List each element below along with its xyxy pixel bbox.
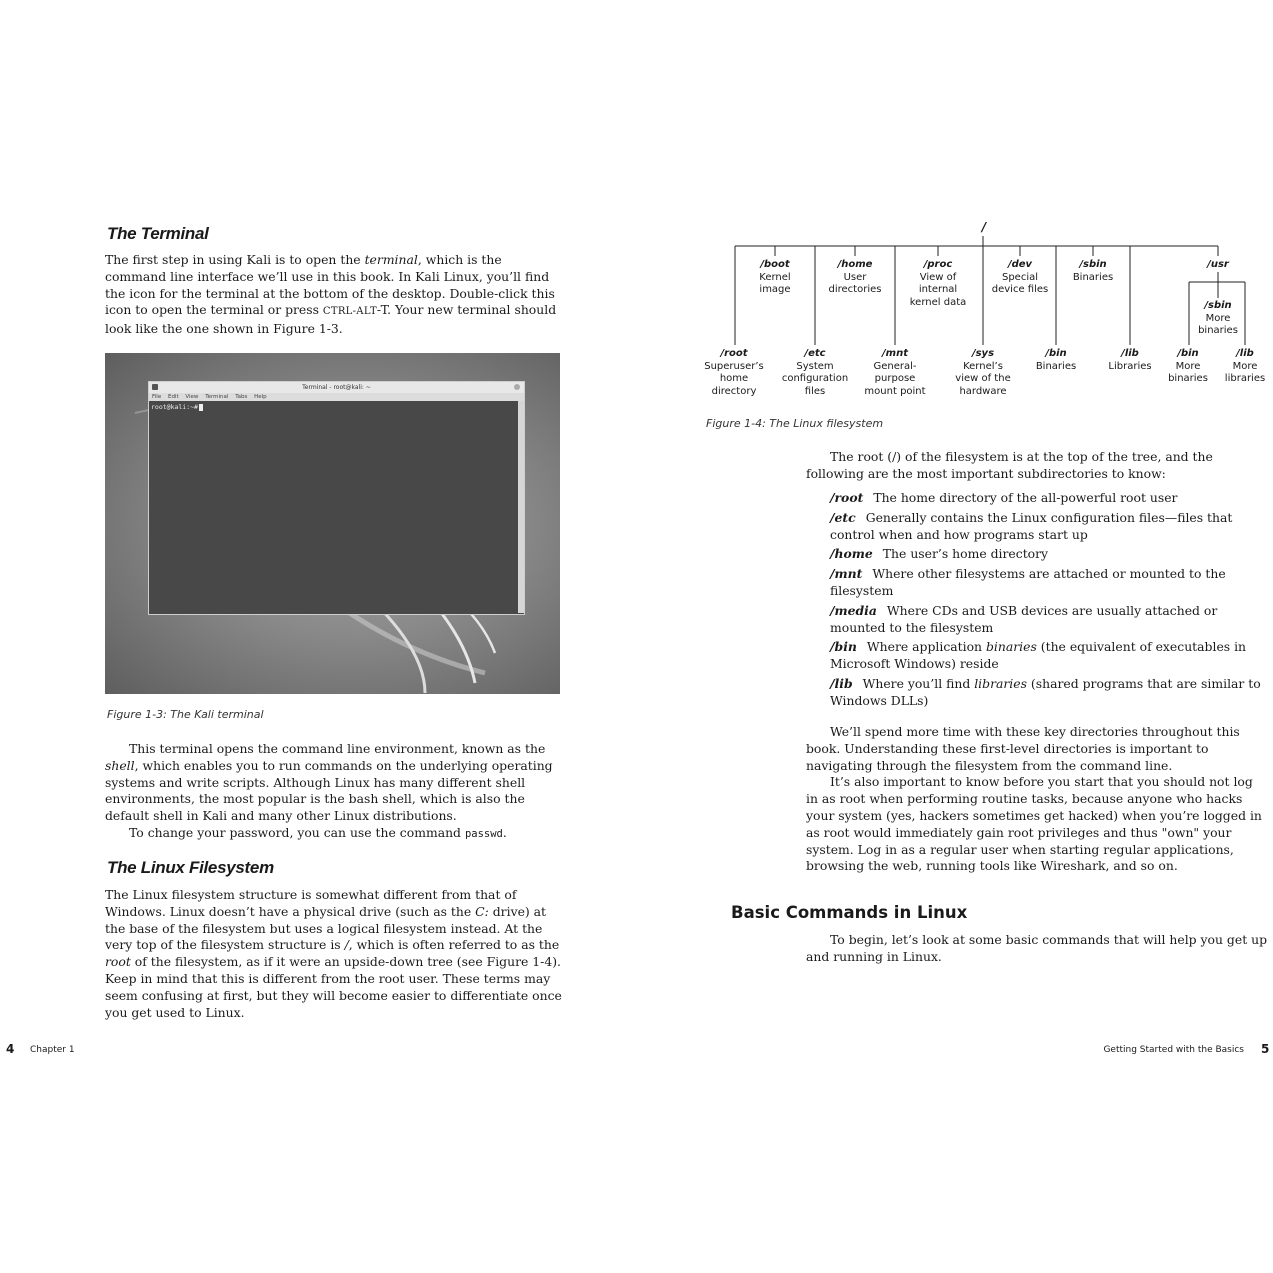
tree-node-desc: Binaries xyxy=(1035,360,1077,372)
text-run: Where you’ll find xyxy=(862,675,975,691)
text-run: . xyxy=(502,824,507,840)
tree-node-proc xyxy=(910,259,967,309)
definition-desc: The user’s home directory xyxy=(882,546,1049,562)
tree-node-boot xyxy=(759,259,790,297)
definition-desc: Generally contains the Linux configuration files—files that control when and how programs start up xyxy=(830,509,1233,542)
figure-1-4-caption: Figure 1-4: The Linux filesystem xyxy=(706,417,884,430)
tree-node-desc: View of xyxy=(919,271,957,283)
emphasis-text: terminal xyxy=(364,252,418,267)
definition-mnt xyxy=(830,566,1266,600)
tree-node-desc: directory xyxy=(711,385,757,397)
tree-node-etc xyxy=(782,348,848,398)
terminal-title: Terminal - root@kali: ~ xyxy=(302,384,371,391)
tree-node-desc: General- xyxy=(873,360,917,372)
section-heading-terminal: The Terminal xyxy=(107,224,209,243)
tree-node-desc: Superuser’s xyxy=(704,360,764,372)
menu-file[interactable]: File xyxy=(152,394,162,400)
tree-node-desc: view of the xyxy=(955,373,1011,384)
tree-node-desc: home xyxy=(719,373,749,384)
tree-node-desc: Kernel’s xyxy=(963,360,1003,372)
emphasis-text: / xyxy=(344,937,349,953)
tree-node-desc: Special xyxy=(1001,271,1039,283)
tree-node-desc: directories xyxy=(828,284,882,295)
definition-term: /etc xyxy=(830,509,856,525)
page-number-left: 4 xyxy=(6,1042,15,1056)
definition-media xyxy=(830,603,1266,637)
menu-edit[interactable]: Edit xyxy=(167,394,179,400)
menu-help[interactable]: Help xyxy=(254,394,267,400)
keyboard-shortcut: CTRL-ALT xyxy=(322,306,377,318)
definition-term: /mnt xyxy=(830,566,863,582)
text-run: (the equivalent of executables in Microsoft Windows) reside xyxy=(830,639,1247,672)
tree-node-desc: More xyxy=(1175,360,1201,372)
tree-node-desc: System xyxy=(796,360,834,372)
tree-node-name: /lib xyxy=(1121,348,1139,359)
tree-node-root-dir xyxy=(704,348,764,398)
running-footer-right: Getting Started with the Basics xyxy=(1103,1045,1244,1055)
definition-desc: Where CDs and USB devices are usually attached or mounted to the filesystem xyxy=(830,602,1218,635)
text-run: , which is often referred to as the xyxy=(348,937,560,953)
tree-node-name: /dev xyxy=(1007,259,1033,270)
text-run: The first step in using Kali is to open the xyxy=(105,252,365,267)
tree-node-name: / xyxy=(981,220,987,234)
tree-node-name: /home xyxy=(837,259,873,270)
tree-node-bin xyxy=(1036,348,1076,373)
paragraph-key-directories xyxy=(806,724,1268,875)
tree-node-desc: Kernel xyxy=(759,271,791,283)
text-run: Where application xyxy=(866,639,986,655)
paragraph-text: We’ll spend more time with these key directories throughout this book. Understanding these first-level directories is important to navigating through the filesystem from the command line. xyxy=(806,724,1240,773)
running-footer-left: Chapter 1 xyxy=(30,1045,75,1055)
tree-node-lib xyxy=(1108,348,1151,373)
text-run: drive) at the base of the filesystem but uses a logical filesystem instead. At the very top of the filesystem structure is xyxy=(105,903,547,953)
emphasis-text: root xyxy=(105,954,131,970)
text-run: (shared programs that are similar to Windows DLLs) xyxy=(830,675,1261,708)
section-heading-filesystem: The Linux Filesystem xyxy=(107,858,274,877)
tree-node-desc: More xyxy=(1232,360,1258,372)
definition-term: /bin xyxy=(830,639,857,655)
definition-desc xyxy=(830,676,1261,708)
figure-1-3-caption: Figure 1-3: The Kali terminal xyxy=(107,708,264,721)
tree-node-name: /bin xyxy=(1045,348,1067,359)
text-run: To change your password, you can use the command xyxy=(129,824,465,840)
definition-lib xyxy=(830,676,1266,710)
tree-node-desc: binaries xyxy=(1168,373,1208,384)
tree-node-sys xyxy=(955,348,1010,398)
definition-desc xyxy=(830,639,1246,671)
tree-node-name: /proc xyxy=(923,259,953,270)
definition-term: /lib xyxy=(830,675,853,691)
tree-node-usr-bin xyxy=(1168,348,1208,386)
tree-node-desc: binaries xyxy=(1198,325,1238,336)
tree-node-name: /etc xyxy=(804,348,826,359)
paragraph-filesystem-intro xyxy=(806,449,1268,483)
tree-node-name: /sys xyxy=(971,348,995,359)
paragraph-basic-commands xyxy=(806,932,1268,966)
tree-node-desc: kernel data xyxy=(909,296,967,308)
tree-node-name: /boot xyxy=(760,259,790,270)
text-run: of the filesystem, as if it were an upside-down tree (see Figure 1-4). Keep in mind that this is different from the root user. These terms may seem confusing at first, but they will become easier to differentiate once you get used to Linux. xyxy=(105,954,562,1020)
tree-node-name: /sbin xyxy=(1204,300,1232,311)
emphasis-text: libraries xyxy=(974,675,1027,691)
definition-root xyxy=(830,490,1266,507)
definition-term: /root xyxy=(830,490,864,505)
tree-node-desc: More xyxy=(1205,312,1231,324)
tree-node-sbin xyxy=(1073,259,1113,284)
definition-bin xyxy=(830,639,1266,673)
tree-node-name: /usr xyxy=(1207,259,1229,270)
tree-node-name: /sbin xyxy=(1079,259,1107,270)
tree-node-usr xyxy=(1207,259,1229,272)
emphasis-text: shell xyxy=(105,757,135,773)
menu-view[interactable]: View xyxy=(185,394,199,400)
page-number-right: 5 xyxy=(1261,1042,1270,1056)
definition-term: /home xyxy=(830,546,873,562)
tree-node-usr-sbin xyxy=(1198,300,1238,338)
tree-node-desc: configuration xyxy=(781,373,849,384)
tree-node-dev xyxy=(992,259,1048,297)
tree-node-name: /bin xyxy=(1177,348,1199,359)
tree-node-desc: libraries xyxy=(1224,373,1266,384)
tree-node-desc: Binaries xyxy=(1072,271,1114,283)
text-run: This terminal opens the command line environment, known as the xyxy=(129,741,546,756)
definition-term: /media xyxy=(830,602,877,618)
definition-desc: Where other filesystems are attached or mounted to the filesystem xyxy=(830,566,1226,598)
tree-node-mnt xyxy=(864,348,925,398)
menu-tabs[interactable]: Tabs xyxy=(235,394,248,400)
tree-node-desc: device files xyxy=(991,284,1049,295)
tree-node-desc: hardware xyxy=(959,385,1007,397)
tree-node-root xyxy=(982,221,986,234)
paragraph-text: It’s also important to know before you start that you should not log in as root when performing routine tasks, because anyone who hacks your system (yes, hackers sometimes get hacked) when you’re logged in as root would immediately gain root privileges and thus "own" your system. Log in as a regular user when starting regular applications, browsing the web, running tools like Wireshark, and so on. xyxy=(806,774,1262,874)
menu-terminal[interactable]: Terminal xyxy=(205,394,229,400)
paragraph-text: The root (/) of the filesystem is at the top of the tree, and the following are the most important subdirectories to know: xyxy=(806,449,1213,481)
tree-node-home xyxy=(829,259,882,297)
tree-node-name: /mnt xyxy=(882,348,908,359)
text-run: -T. Your new terminal should look like the one shown in Figure 1-3. xyxy=(105,302,557,337)
tree-node-desc: files xyxy=(804,385,826,397)
tree-node-desc: purpose xyxy=(874,373,916,384)
tree-node-name: /root xyxy=(720,348,748,359)
definition-etc xyxy=(830,510,1266,544)
tree-node-desc: User xyxy=(843,271,867,283)
text-run: , which enables you to run commands on the underlying operating systems and write scripts. Although Linux has many different shell environments, the most popular is the bash shell, which is also the default shell in Kali and many other Linux distributions. xyxy=(105,757,553,824)
text-run: , which is the command line interface we’ll use in this book. In Kali Linux, you’ll find the icon for the terminal at the bottom of the desktop. Double-click this icon to open the terminal or press xyxy=(105,252,555,318)
tree-node-desc: Libraries xyxy=(1108,360,1152,372)
inline-code: passwd xyxy=(464,827,503,840)
definition-home xyxy=(830,546,1266,563)
tree-node-desc: mount point xyxy=(864,385,926,397)
terminal-prompt: root@kali:~# xyxy=(151,403,198,411)
definition-desc: The home directory of the all-powerful root user xyxy=(873,490,1178,505)
tree-node-usr-lib xyxy=(1225,348,1265,386)
tree-node-desc: internal xyxy=(918,284,958,295)
section-heading-basic-commands: Basic Commands in Linux xyxy=(731,903,968,922)
emphasis-text: binaries xyxy=(985,639,1037,655)
tree-node-desc: image xyxy=(759,284,791,295)
emphasis-text: C: xyxy=(475,903,489,919)
directory-definition-list xyxy=(830,490,1266,713)
paragraph-text: To begin, let’s look at some basic commands that will help you get up and running in Linux. xyxy=(806,932,1268,964)
tree-node-name: /lib xyxy=(1236,348,1254,359)
text-run: The Linux filesystem structure is somewhat different from that of Windows. Linux doesn’t have a physical drive (such as the xyxy=(105,887,517,919)
